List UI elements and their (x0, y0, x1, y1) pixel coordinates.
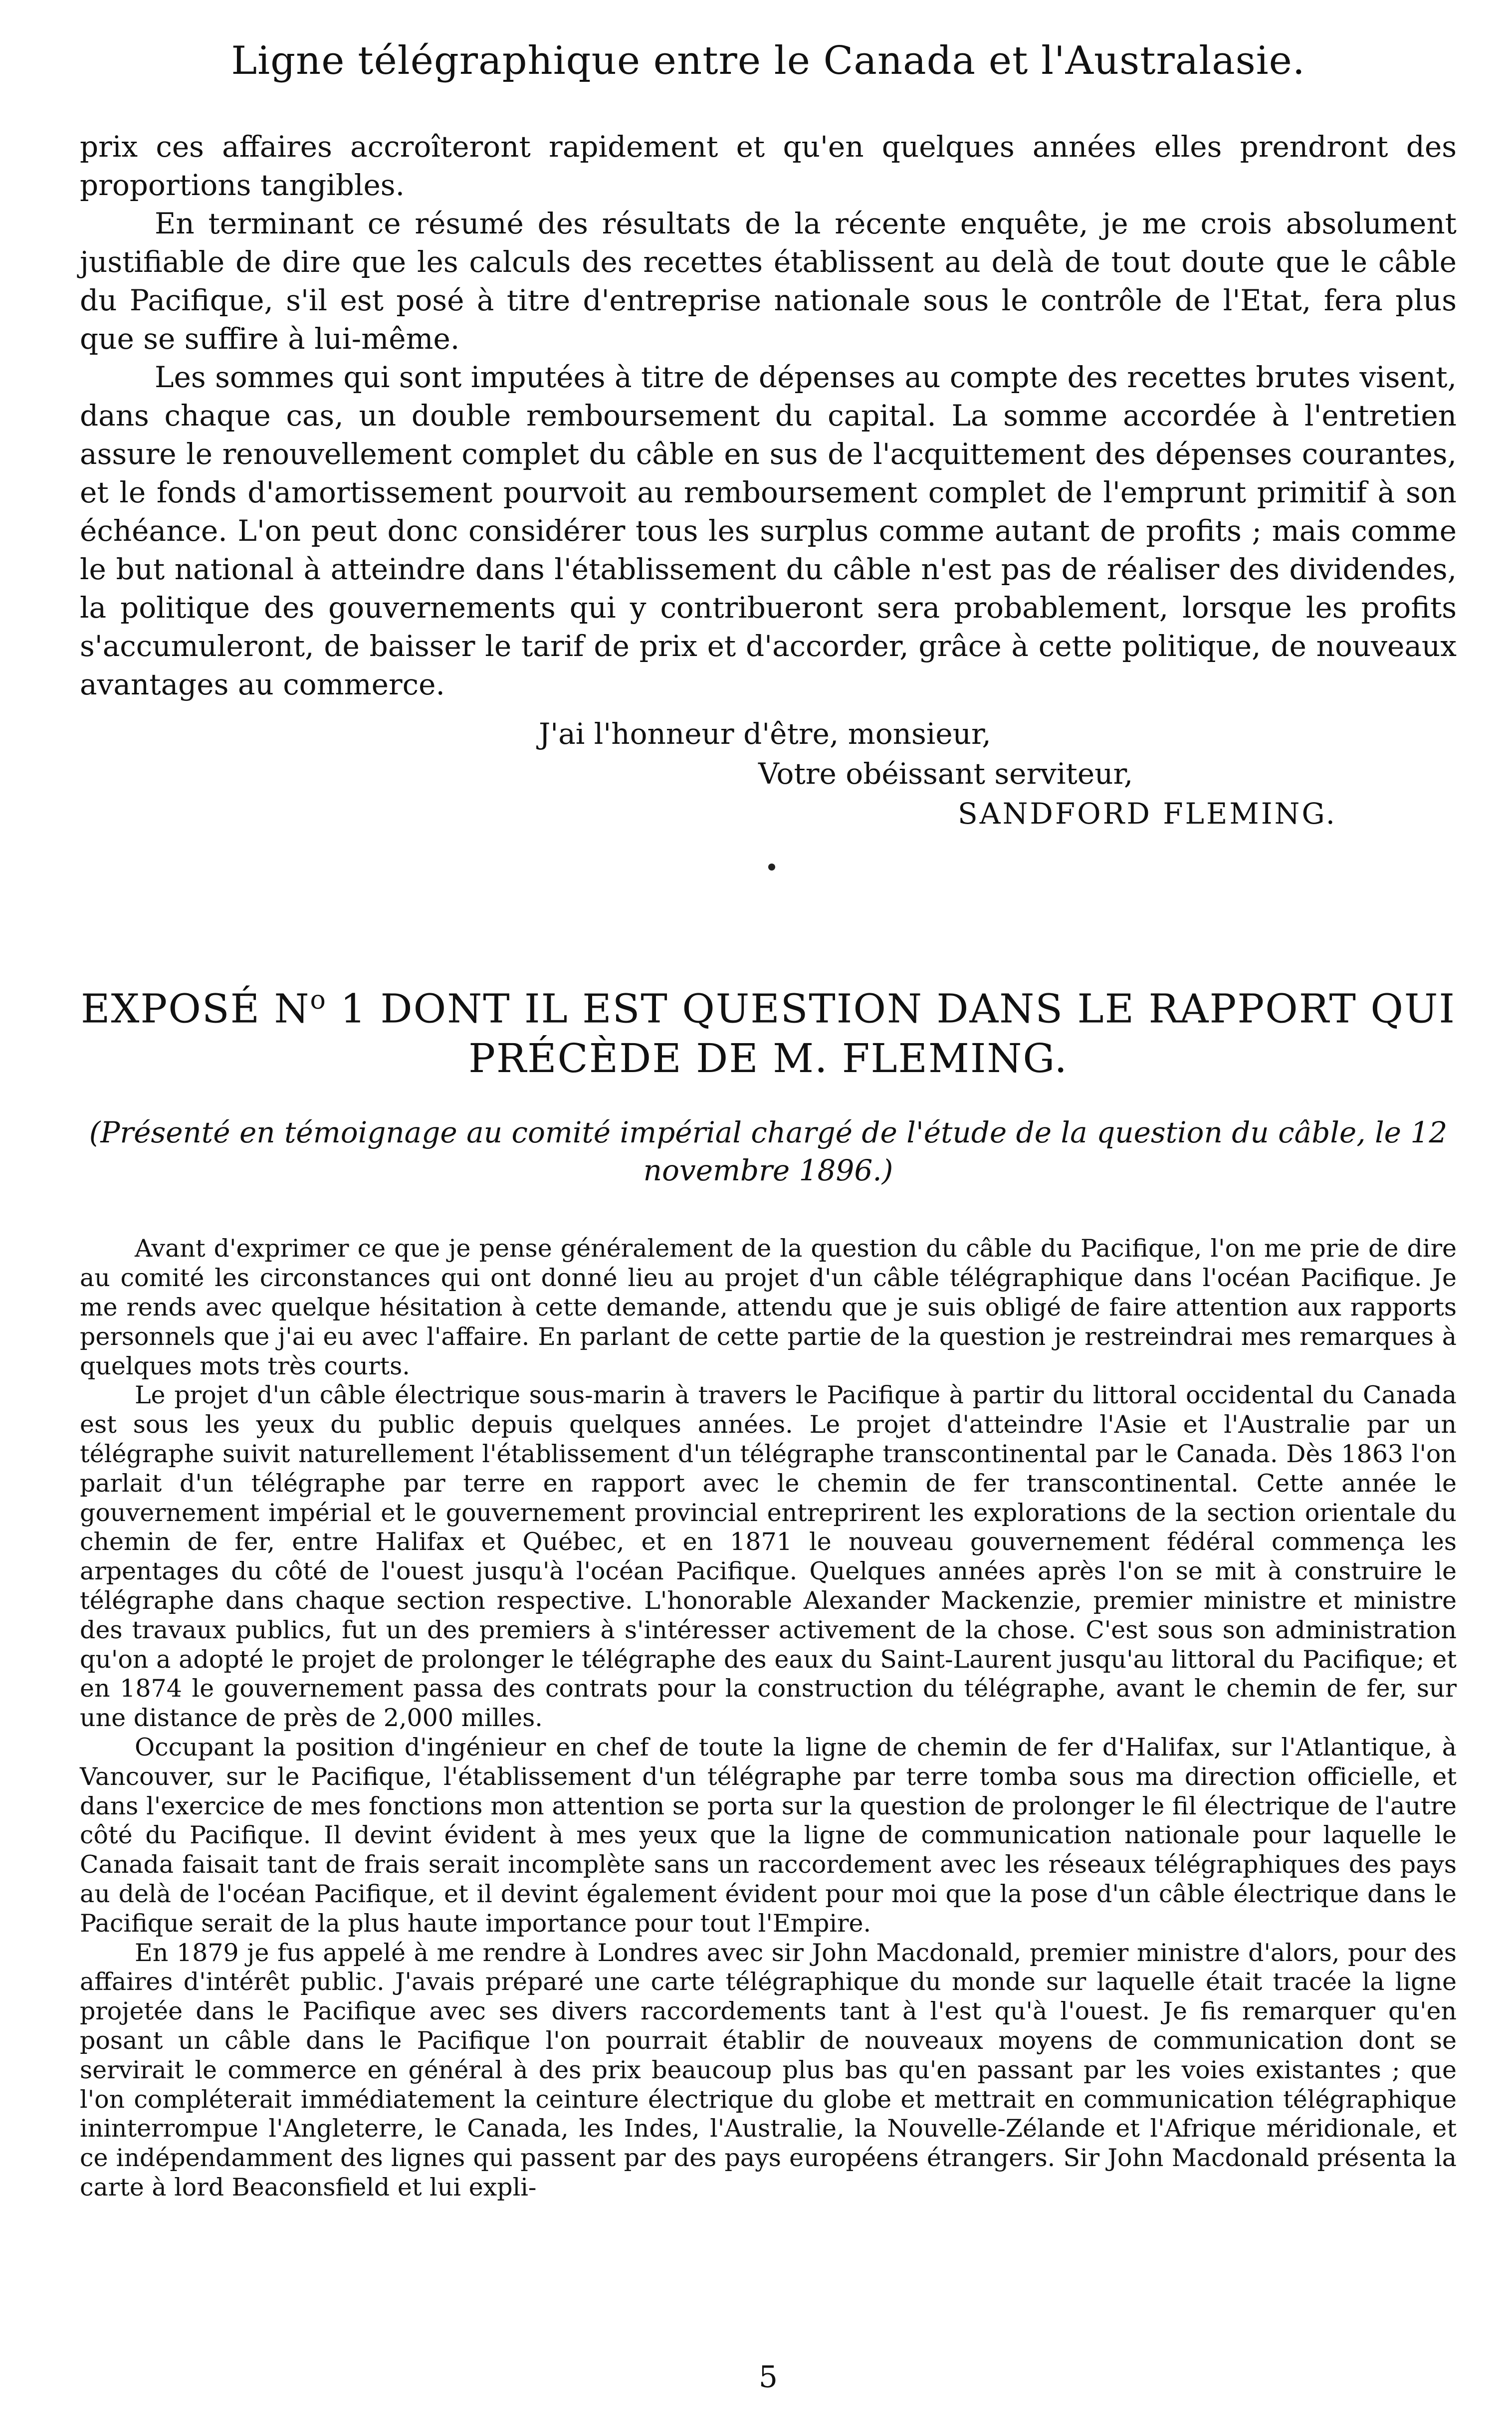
intro-paragraph-3: Les sommes qui sont imputées à titre de dépenses au compte des recettes brutes visent, dans chaque cas, un double remboursement du capital. La somme accordée à l'entretien assure le renouvellement complet du câble en sus de l'acquittement des dépenses courantes, et le fonds d'amortissement pourvoit au remboursement complet de l'emprunt primitif à son échéance. L'on peut donc considérer tous les surplus comme autant de profits ; mais comme le but national à atteindre dans l'établissement du câble n'est pas de réaliser des dividendes, la politique des gouvernements qui y contribueront sera probablement, lorsque les profits s'accumuleront, de baisser le tarif de prix et d'accorder, grâce à cette politique, de nouveaux avantages au commerce. (80, 360, 1457, 701)
intro-paragraph-1: prix ces affaires accroîteront rapidement et qu'en quelques années elles prendront des proportions tangibles. (80, 129, 1457, 202)
closing-line: J'ai l'honneur d'être, monsieur, (539, 716, 991, 751)
section-subtitle: (Présenté en témoignage au comité impérial chargé de l'étude de la question du câble, le 12 novembre 1896.) (89, 1115, 1448, 1188)
section-title-part1: EXPOSÉ N (81, 985, 310, 1032)
intro-paragraph-2: En terminant ce résumé des résultats de la récente enquête, je me crois absolument justifiable de dire que les calculs des recettes établissent au delà de tout doute que le câble du Pacifique, s'il est posé à titre d'entreprise nationale sous le contrôle de l'Etat, fera plus que se suffire à lui-même. (80, 206, 1457, 356)
section-title-superscript: o (310, 985, 327, 1015)
section-title-part2: 1 DONT IL EST QUESTION DANS LE RAPPORT QUI PRÉCÈDE DE M. FLEMING. (326, 985, 1456, 1082)
letter-signoff (80, 714, 1457, 834)
body-paragraph-2: Le projet d'un câble électrique sous-marin à travers le Pacifique à partir du littoral occidental du Canada est sous les yeux du public depuis quelques années. Le projet d'atteindre l'Asie et l'Australie par un télégraphe suivit naturellement l'établissement d'un télégraphe transcontinental par le Canada. Dès 1863 l'on parlait d'un télégraphe par terre en rapport avec le chemin de fer transcontinental. Cette année le gouvernement impérial et le gouvernement provincial entreprirent les explorations de la section orientale du chemin de fer, entre Halifax et Québec, et en 1871 le nouveau gouvernement fédéral commença les arpentages du côté de l'ouest jusqu'à l'océan Pacifique. Quelques années après l'on se mit à construire le télégraphe dans chaque section respective. L'honorable Alexander Mackenzie, premier ministre et ministre des travaux publics, fut un des premiers à s'intéresser activement de la chose. C'est sous son administration qu'on a adopté le projet de prolonger le télégraphe des eaux du Saint-Laurent jusqu'au littoral du Pacifique; et en 1874 le gouvernement passa des contrats pour la construction du télégraphe, avant le chemin de fer, sur une distance de près de 2,000 milles. (80, 1381, 1457, 1733)
ornament-dot (768, 864, 775, 871)
body-paragraph-1: Avant d'exprimer ce que je pense généralement de la question du câble du Pacifique, l'on me prie de dire au comité les circonstances qui ont donné lieu au projet d'un câble télégraphique dans l'océan Pacifique. Je me rends avec quelque hésitation à cette demande, attendu que je suis obligé de faire attention aux rapports personnels que j'ai eu avec l'affaire. En parlant de cette partie de la question je restreindrai mes remarques à quelques mots très courts. (80, 1234, 1457, 1380)
page-number: 5 (758, 2360, 778, 2395)
body-paragraph-4: En 1879 je fus appelé à me rendre à Londres avec sir John Macdonald, premier ministre d'alors, pour des affaires d'intérêt public. J'avais préparé une carte télégraphique du monde sur laquelle était tracée la ligne projetée dans le Pacifique avec ses divers raccordements tant à l'est qu'à l'ouest. Je fis remarquer qu'en posant un câble dans le Pacifique l'on pourrait établir de nouveaux moyens de communication dont se servirait le commerce en général à des prix beaucoup plus bas qu'en passant par les voies existantes ; que l'on compléterait immédiatement la ceinture électrique du globe et mettrait en communication télégraphique ininterrompue l'Angleterre, le Canada, les Indes, l'Australie, la Nouvelle-Zélande et l'Afrique méridionale, et ce indépendamment des lignes qui passent par des pays européens étrangers. Sir John Macdonald présenta la carte à lord Beaconsfield et lui expli- (80, 1938, 1457, 2202)
body-paragraph-3: Occupant la position d'ingénieur en chef de toute la ligne de chemin de fer d'Halifax, sur l'Atlantique, à Vancouver, sur le Pacifique, l'établissement d'un télégraphe par terre tomba sous ma direction officielle, et dans l'exercice de mes fonctions mon attention se porta sur la question de prolonger le fil électrique de l'autre côté du Pacifique. Il devint évident à mes yeux que la ligne de communication nationale pour laquelle le Canada faisait tant de frais serait incomplète sans un raccordement avec les réseaux télégraphiques des pays au delà de l'océan Pacifique, et il devint également évident pour moi que la pose d'un câble électrique dans le Pacifique serait de la plus haute importance pour tout l'Empire. (80, 1733, 1457, 1938)
signature: SANDFORD FLEMING. (958, 796, 1337, 831)
document-page (80, 38, 1457, 2395)
closing-line-2: Votre obéissant serviteur, (758, 756, 1133, 791)
section-title (80, 975, 1457, 1084)
running-title: Ligne télégraphique entre le Canada et l'Australasie. (231, 38, 1305, 83)
